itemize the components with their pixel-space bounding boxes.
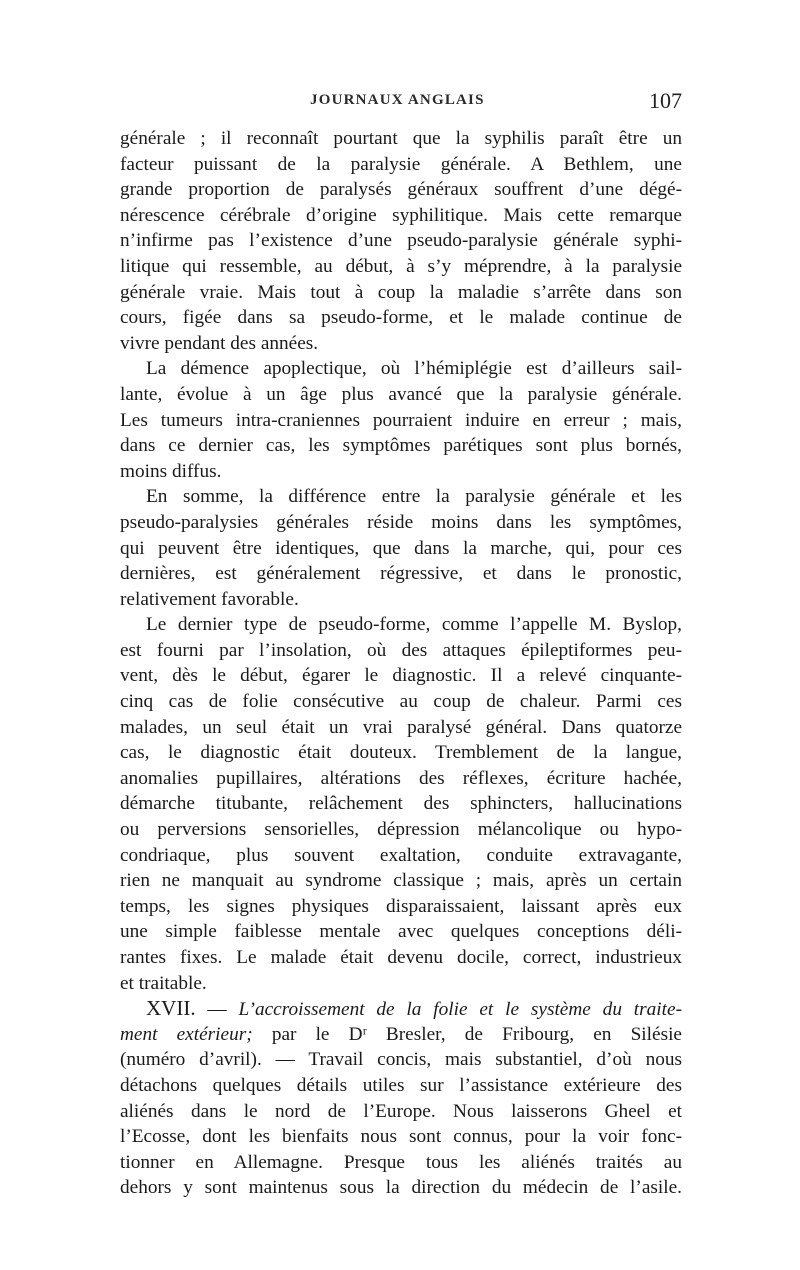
- paragraph-start: La démence apoplectique, où l’hémiplégie est d’ailleurs sail-: [146, 358, 682, 380]
- page-number: 107: [649, 88, 682, 113]
- paragraph-start: Le dernier type de pseudo-forme, comme l’appelle M. Byslop,: [146, 614, 682, 636]
- text-line: vent, dès le début, égarer le diagnostic. Il a relevé cinquante-: [120, 665, 682, 687]
- section-dash: —: [207, 999, 239, 1021]
- text-line: et traitable.: [120, 972, 207, 994]
- text-line: condriaque, plus souvent exaltation, conduite extravagante,: [120, 844, 682, 866]
- text-line: dehors y sont maintenus sous la direction du médecin de l’asile.: [120, 1177, 682, 1199]
- section-number: XVII.: [146, 996, 196, 1021]
- text-line: dernières, est généralement régressive, et dans le pronostic,: [120, 563, 682, 585]
- text-line: moins diffus.: [120, 460, 222, 482]
- text-line: vivre pendant des années.: [120, 332, 319, 354]
- article-author: par le Dʳ Bresler, de Fribourg, en Silésie: [271, 1023, 682, 1045]
- text-line: générale vraie. Mais tout à coup la maladie s’arrête dans son: [120, 281, 682, 303]
- paragraph-start: En somme, la différence entre la paralysie générale et les: [146, 486, 682, 508]
- text-line: détachons quelques détails utiles sur l’assistance extérieure des: [120, 1074, 682, 1096]
- text-line: est fourni par l’insolation, où des attaques épileptiformes peu-: [120, 639, 682, 661]
- text-line: aliénés dans le nord de l’Europe. Nous laisserons Gheel et: [120, 1100, 682, 1122]
- text-line: (numéro d’avril). — Travail concis, mais substantiel, d’où nous: [120, 1049, 682, 1071]
- text-line: litique qui ressemble, au début, à s’y méprendre, à la paralysie: [120, 255, 682, 277]
- text-line: lante, évolue à un âge plus avancé que la paralysie générale.: [120, 383, 682, 405]
- article-title-part1: L’accroissement de la folie et le système du traite-: [238, 999, 682, 1021]
- text-line: générale ; il reconnaît pourtant que la syphilis paraît être un: [120, 128, 682, 149]
- text-line: l’Ecosse, dont les bienfaits nous sont connus, pour la voir fonc-: [120, 1126, 682, 1148]
- text-line: ou perversions sensorielles, dépression mélancolique ou hypo-: [120, 819, 682, 841]
- text-line: Les tumeurs intra-craniennes pourraient induire en erreur ; mais,: [120, 409, 682, 431]
- text-line: temps, les signes physiques disparaissaient, laissant après eux: [120, 895, 682, 917]
- text-line: qui peuvent être identiques, que dans la marche, qui, pour ces: [120, 537, 682, 559]
- text-line: pseudo-paralysies générales réside moins dans les symptômes,: [120, 511, 682, 533]
- text-line: cours, figée dans sa pseudo-forme, et le malade continue de: [120, 307, 682, 329]
- text-line: cinq cas de folie consécutive au coup de chaleur. Parmi ces: [120, 691, 682, 713]
- running-head: JOURNAUX ANGLAIS: [310, 92, 485, 108]
- text-line: n’infirme pas l’existence d’une pseudo-paralysie générale syphi-: [120, 230, 682, 252]
- text-line: grande proportion de paralysés généraux souffrent d’une dégé-: [120, 179, 682, 201]
- text-line: facteur puissant de la paralysie générale. A Bethlem, une: [120, 153, 682, 175]
- text-line: démarche titubante, relâchement des sphincters, hallucinations: [120, 793, 682, 815]
- page-header: [120, 88, 682, 118]
- body-text: [120, 126, 682, 1201]
- text-line: cas, le diagnostic était douteux. Tremblement de la langue,: [120, 742, 682, 764]
- article-title-part2: ment extérieur;: [120, 1023, 253, 1045]
- text-line: une simple faiblesse mentale avec quelques conceptions déli-: [120, 921, 682, 943]
- text-line: malades, un seul était un vrai paralysé général. Dans quatorze: [120, 716, 682, 738]
- text-line: anomalies pupillaires, altérations des réflexes, écriture hachée,: [120, 767, 682, 789]
- text-line: dans ce dernier cas, les symptômes parétiques sont plus bornés,: [120, 435, 682, 457]
- text-line: relativement favorable.: [120, 588, 299, 610]
- text-line: tionner en Allemagne. Presque tous les aliénés traités au: [120, 1151, 682, 1173]
- text-line: rien ne manquait au syndrome classique ; mais, après un certain: [120, 870, 682, 892]
- text-line: [120, 1022, 682, 1048]
- section-heading-xvii: [120, 996, 682, 1022]
- text-line: rantes fixes. Le malade était devenu docile, correct, industrieux: [120, 947, 682, 968]
- text-line: nérescence cérébrale d’origine syphilitique. Mais cette remarque: [120, 204, 682, 226]
